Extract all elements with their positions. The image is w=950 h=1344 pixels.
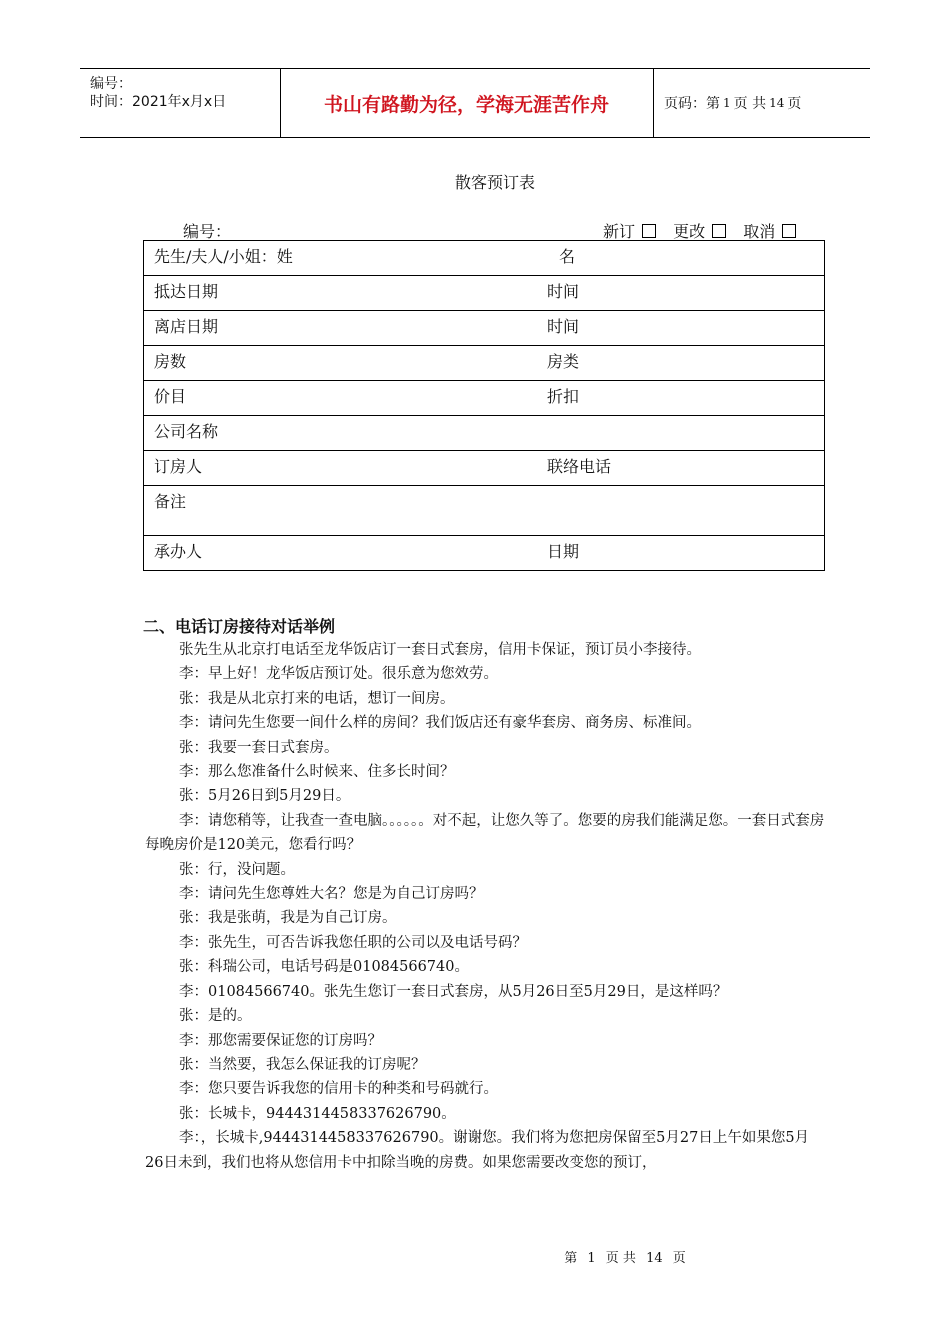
- checkbox-new[interactable]: [642, 224, 656, 238]
- dialogue-line: 李：那么您准备什么时候来、住多长时间？: [179, 764, 455, 781]
- form-cell-label: 日期: [519, 536, 825, 571]
- page-footer: [0, 1247, 950, 1266]
- option-change-label: 更改: [673, 222, 706, 241]
- checkbox-cancel[interactable]: [782, 224, 796, 238]
- header-motto: 书山有路勤为径，学海无涯苦作舟: [280, 69, 654, 137]
- form-cell-label: 抵达日期: [144, 276, 520, 311]
- header-page-prefix: 页码：第: [664, 96, 720, 112]
- dialogue-line: 李：张先生，可否告诉我您任职的公司以及电话号码？: [179, 934, 527, 951]
- form-options: [603, 219, 808, 242]
- form-cell-label: 房数: [144, 346, 520, 381]
- section-heading: 二、电话订房接待对话举例: [143, 617, 336, 636]
- form-cell-label: 先生/夫人/小姐：姓: [144, 241, 520, 276]
- form-row-rooms: [144, 346, 825, 381]
- dialogue-line: 李：请您稍等，让我查一查电脑。。。。。。对不起，让您久等了。您要的房我们能满足您。一套日式套房每晚房价是120美元，您看行吗？: [145, 812, 825, 854]
- dialogue-line: 李：您只要告诉我您的信用卡的种类和号码就行。: [179, 1081, 498, 1098]
- form-row-departure: [144, 311, 825, 346]
- form-cell-label: 折扣: [519, 381, 825, 416]
- header-page-total: 14: [769, 96, 785, 110]
- footer-prefix: 第: [564, 1251, 578, 1266]
- header-page-num: 1: [723, 96, 731, 110]
- header-page-mid: 页 共: [733, 96, 767, 112]
- header-info-cell: [80, 69, 281, 137]
- form-cell-label: 离店日期: [144, 311, 520, 346]
- form-number-label: 编号：: [183, 222, 232, 241]
- form-row-booker: [144, 451, 825, 486]
- header-page-suffix: 页: [787, 96, 802, 112]
- dialogue-body: [145, 638, 827, 1175]
- dialogue-line: 张：我是从北京打来的电话，想订一间房。: [179, 690, 455, 707]
- form-cell-label: 联络电话: [519, 451, 825, 486]
- dialogue-line: 李：，长城卡,9444314458337626790。谢谢您。我们将为您把房保留至5月27日上午如果您5月26日未到，我们也将从您信用卡中扣除当晚的房费。如果您需要改变您的预订，: [145, 1130, 810, 1171]
- dialogue-line: 张：长城卡，9444314458337626790。: [179, 1105, 456, 1122]
- form-row-company: [144, 416, 825, 451]
- dialogue-line: 李：那您需要保证您的订房吗？: [179, 1032, 382, 1049]
- dialogue-line: 李：请问先生您尊姓大名？您是为自己订房吗？: [179, 886, 484, 903]
- form-row-name: [144, 241, 825, 276]
- footer-suffix: 页: [672, 1251, 686, 1266]
- form-cell-label: 价目: [144, 381, 520, 416]
- form-cell-label: 时间: [519, 276, 825, 311]
- dialogue-line: 李：请问先生您要一间什么样的房间？我们饭店还有豪华套房、商务房、标准间。: [179, 715, 701, 732]
- form-cell-label: 房类: [519, 346, 825, 381]
- form-row-price: [144, 381, 825, 416]
- dialogue-line: 张：我是张萌，我是为自己订房。: [179, 910, 397, 927]
- form-row-handler: [144, 536, 825, 571]
- form-title: 散客预订表: [454, 173, 535, 192]
- dialogue-line: 李：早上好！龙华饭店预订处。很乐意为您效劳。: [179, 666, 498, 683]
- option-cancel-label: 取消: [743, 222, 776, 241]
- dialogue-line: 张：当然要，我怎么保证我的订房呢？: [179, 1056, 426, 1073]
- booking-form-table: [143, 240, 825, 571]
- header-page-info: [654, 69, 870, 137]
- dialogue-line: 张：5月26日到5月29日。: [179, 788, 351, 805]
- dialogue-line: 张：行，没问题。: [179, 861, 295, 878]
- header-code-label: 编号：: [90, 76, 132, 92]
- form-cell-label: 名: [519, 241, 825, 276]
- dialogue-line: 张：我要一套日式套房。: [179, 739, 339, 756]
- dialogue-line: 张先生从北京打电话至龙华饭店订一套日式套房，信用卡保证，预订员小李接待。: [179, 642, 701, 658]
- footer-total: 14: [646, 1251, 663, 1266]
- document-header: [80, 68, 870, 138]
- form-cell-label: 订房人: [144, 451, 520, 486]
- form-cell-label: 承办人: [144, 536, 520, 571]
- footer-page: 1: [587, 1251, 596, 1266]
- form-row-arrival: [144, 276, 825, 311]
- form-cell-label: 备注: [144, 486, 825, 536]
- dialogue-line: 张：科瑞公司，电话号码是01084566740。: [179, 959, 469, 976]
- option-new-label: 新订: [603, 222, 636, 241]
- option-change[interactable]: [673, 222, 732, 241]
- dialogue-line: 李：01084566740。张先生您订一套日式套房，从5月26日至5月29日，是这样吗？: [179, 983, 728, 1000]
- form-cell-label: 公司名称: [144, 416, 825, 451]
- footer-mid: 页 共: [605, 1251, 636, 1266]
- form-cell-label: 时间: [519, 311, 825, 346]
- dialogue-line: 张：是的。: [179, 1008, 252, 1025]
- form-row-remarks: [144, 486, 825, 536]
- option-new[interactable]: [603, 222, 662, 241]
- header-date-label: 时间：2021年x月x日: [90, 94, 227, 110]
- checkbox-change[interactable]: [712, 224, 726, 238]
- option-cancel[interactable]: [743, 222, 802, 241]
